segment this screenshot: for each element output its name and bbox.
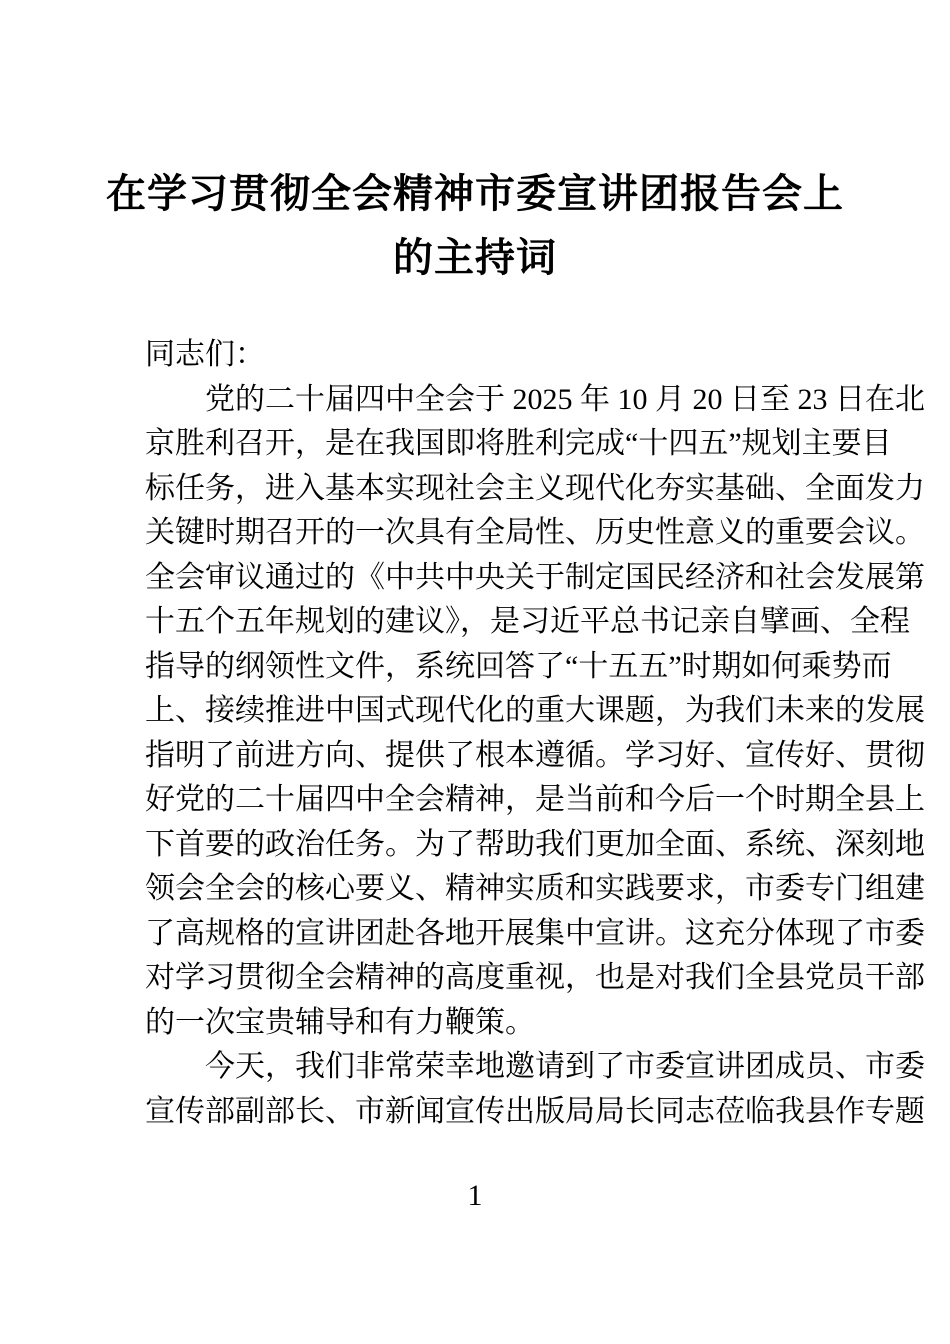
- body-line: 十五个五年规划的建议》，是习近平总书记亲自擘画、全程: [145, 605, 910, 638]
- body-line: 指明了前进方向、提供了根本遵循。学习好、宣传好、贯彻: [145, 738, 925, 772]
- body-line: 全会审议通过的《中共中央关于制定国民经济和社会发展第: [145, 560, 925, 594]
- body-line: 京胜利召开，是在我国即将胜利完成“十四五”规划主要目: [145, 427, 892, 460]
- body-line: 下首要的政治任务。为了帮助我们更加全面、系统、深刻地: [145, 827, 925, 861]
- body-line: 上、接续推进中国式现代化的重大课题，为我们未来的发展: [145, 694, 925, 727]
- body-line: 对学习贯彻全会精神的高度重视，也是对我们全县党员干部: [145, 961, 925, 994]
- page-number: 1: [467, 1179, 483, 1212]
- body-line: 的一次宝贵辅导和有力鞭策。: [145, 1005, 535, 1039]
- document-title-line-1: 在学习贯彻全会精神市委宣讲团报告会上: [106, 171, 844, 216]
- body-line: 同志们：: [145, 338, 265, 371]
- body-line: 关键时期召开的一次具有全局性、历史性意义的重要会议。: [145, 516, 925, 549]
- body-line: 标任务，进入基本实现社会主义现代化夯实基础、全面发力: [145, 471, 925, 505]
- body-line: 好党的二十届四中全会精神，是当前和今后一个时期全县上: [145, 783, 925, 816]
- document-title: [0, 0, 950, 290]
- body-line: 宣传部副部长、市新闻宣传出版局局长同志莅临我县作专题: [145, 1094, 925, 1128]
- document-body: [0, 333, 950, 1134]
- body-line: 今天，我们非常荣幸地邀请到了市委宣讲团成员、市委: [205, 1050, 925, 1083]
- body-line: 指导的纲领性文件，系统回答了“十五五”时期如何乘势而: [145, 649, 892, 683]
- body-line: 领会全会的核心要义、精神实质和实践要求，市委专门组建: [145, 872, 925, 905]
- document-title-line-2: 的主持词: [393, 235, 557, 280]
- body-line: 党的二十届四中全会于 2025 年 10 月 20 日至 23 日在北: [205, 382, 925, 416]
- body-line: 了高规格的宣讲团赴各地开展集中宣讲。这充分体现了市委: [145, 916, 925, 950]
